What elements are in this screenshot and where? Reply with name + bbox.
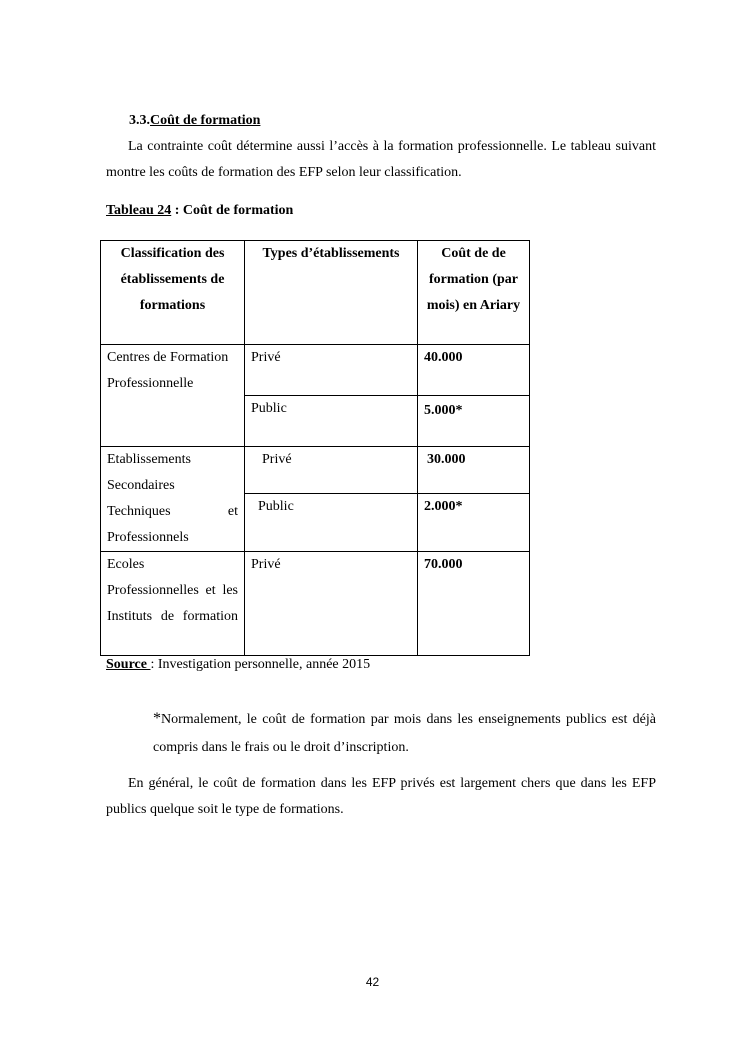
table-header-row — [101, 241, 530, 345]
section-title: Coût de formation — [150, 113, 261, 128]
classification-cell: Ecoles Professionnelles et les Instituts de formation — [101, 552, 245, 656]
source-text: : Investigation personnelle, année 2015 — [150, 657, 371, 672]
conclusion-paragraph: En général, le coût de formation dans les EFP privés est largement chers que dans les EFP publics quelque soit le type de formations. — [106, 776, 656, 817]
cost-cell: 30.000 — [418, 447, 530, 494]
table-row — [101, 552, 530, 656]
section-number: 3.3. — [129, 113, 150, 128]
cost-cell: 70.000 — [418, 552, 530, 656]
header-type: Types d’établissements — [245, 241, 418, 345]
cost-cell: 2.000* — [418, 494, 530, 552]
classification-cell: Centres de Formation Professionnelle — [101, 345, 245, 447]
source-label: Source — [106, 657, 151, 672]
cost-cell: 5.000* — [418, 396, 530, 447]
footnote-star: * — [153, 710, 161, 727]
table-source — [106, 655, 370, 675]
header-cost: Coût de de formation (par mois) en Ariary — [418, 241, 530, 345]
footnote-text: Normalement, le coût de formation par mois dans les enseignements publics est déjà compris dans le frais ou le droit d’inscription. — [153, 712, 656, 755]
page-number: 42 — [365, 975, 380, 989]
table-caption-label: Tableau 24 — [106, 203, 172, 218]
table-caption — [106, 201, 293, 221]
type-cell: Privé — [245, 345, 418, 396]
type-cell: Public — [245, 494, 418, 552]
section-heading — [129, 111, 260, 131]
table-row — [101, 345, 530, 396]
table-row — [101, 447, 530, 494]
cost-table — [100, 240, 530, 656]
footnote — [153, 705, 656, 762]
classification-cell: Etablissements Secondaires Techniques et Professionnels — [101, 447, 245, 552]
intro-paragraph: La contrainte coût détermine aussi l’accès à la formation professionnelle. Le tableau suivant montre les coûts de formation des EFP selon leur classification. — [106, 139, 656, 180]
table-caption-text: : Coût de formation — [171, 203, 294, 218]
cost-cell: 40.000 — [418, 345, 530, 396]
type-cell: Public — [245, 396, 418, 447]
type-cell: Privé — [245, 552, 418, 656]
type-cell: Privé — [245, 447, 418, 494]
header-classification: Classification des établissements de formations — [101, 241, 245, 345]
